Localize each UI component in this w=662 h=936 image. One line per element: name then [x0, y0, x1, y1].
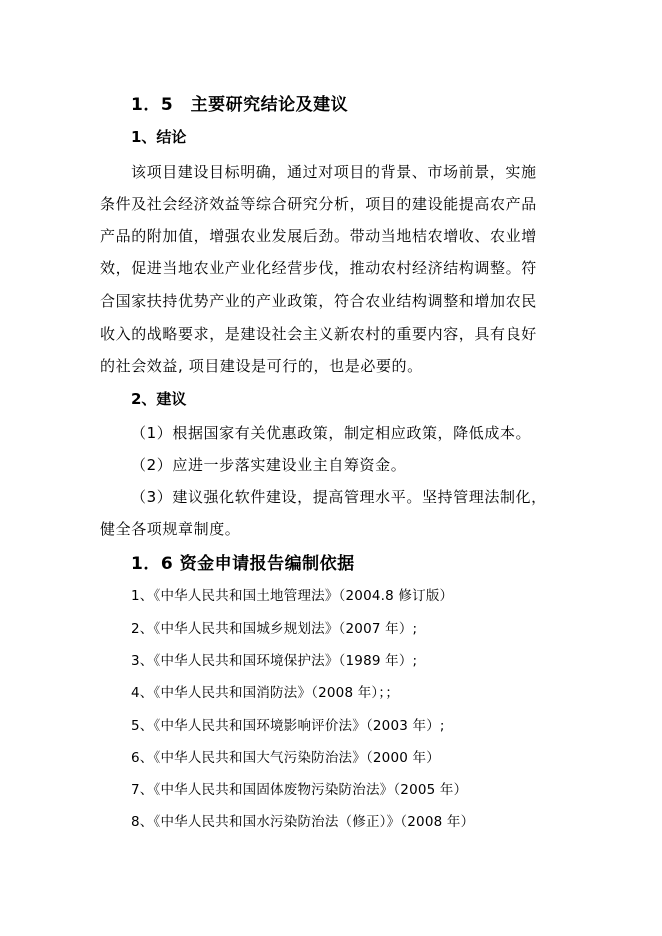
conclusion-line-7: 的社会效益, 项目建设是可行的，也是必要的。 [100, 357, 423, 375]
reference-item: 6、《中华人民共和国大气污染防治法》（2000 年） [131, 750, 440, 766]
suggestion-3-continued: 健全各项规章制度。 [100, 520, 241, 538]
conclusion-line-6: 收入的战略要求，是建设社会主义新农村的重要内容，具有良好 [100, 325, 537, 343]
conclusion-heading: 1、结论 [131, 128, 187, 146]
reference-item: 3、《中华人民共和国环境保护法》（1989 年）; [131, 653, 418, 669]
suggestion-1: （1）根据国家有关优惠政策，制定相应政策，降低成本。 [131, 424, 532, 442]
conclusion-line-2: 条件及社会经济效益等综合研究分析，项目的建设能提高农产品 [100, 195, 537, 213]
conclusion-line-5: 合国家扶持优势产业的产业政策，符合农业结构调整和增加农民 [100, 292, 537, 310]
reference-item: 1、《中华人民共和国土地管理法》（2004.8 修订版） [131, 588, 454, 604]
reference-item: 5、《中华人民共和国环境影响评价法》（2003 年）; [131, 718, 445, 734]
conclusion-line-4: 效，促进当地农业产业化经营步伐，推动农村经济结构调整。符 [100, 259, 537, 277]
reference-item: 7、《中华人民共和国固体废物污染防治法》（2005 年） [131, 782, 468, 798]
suggestion-2: （2）应进一步落实建设业主自筹资金。 [131, 456, 407, 474]
section-1-5-title: 1．5 主要研究结论及建议 [131, 95, 349, 115]
suggestions-heading: 2、建议 [131, 390, 187, 408]
conclusion-line-1: 该项目建设目标明确，通过对项目的背景、市场前景，实施 [131, 163, 537, 181]
section-1-6-title: 1．6 资金申请报告编制依据 [131, 554, 355, 574]
reference-item: 8、《中华人民共和国水污染防治法（修正）》（2008 年） [131, 814, 475, 830]
suggestion-3: （3）建议强化软件建设，提高管理水平。坚持管理法制化， [131, 488, 547, 506]
reference-item: 2、《中华人民共和国城乡规划法》（2007 年）; [131, 621, 418, 637]
conclusion-line-3: 产品的附加值，增强农业发展后劲。带动当地桔农增收、农业增 [100, 227, 537, 245]
reference-item: 4、《中华人民共和国消防法》（2008 年）；； [131, 685, 400, 701]
